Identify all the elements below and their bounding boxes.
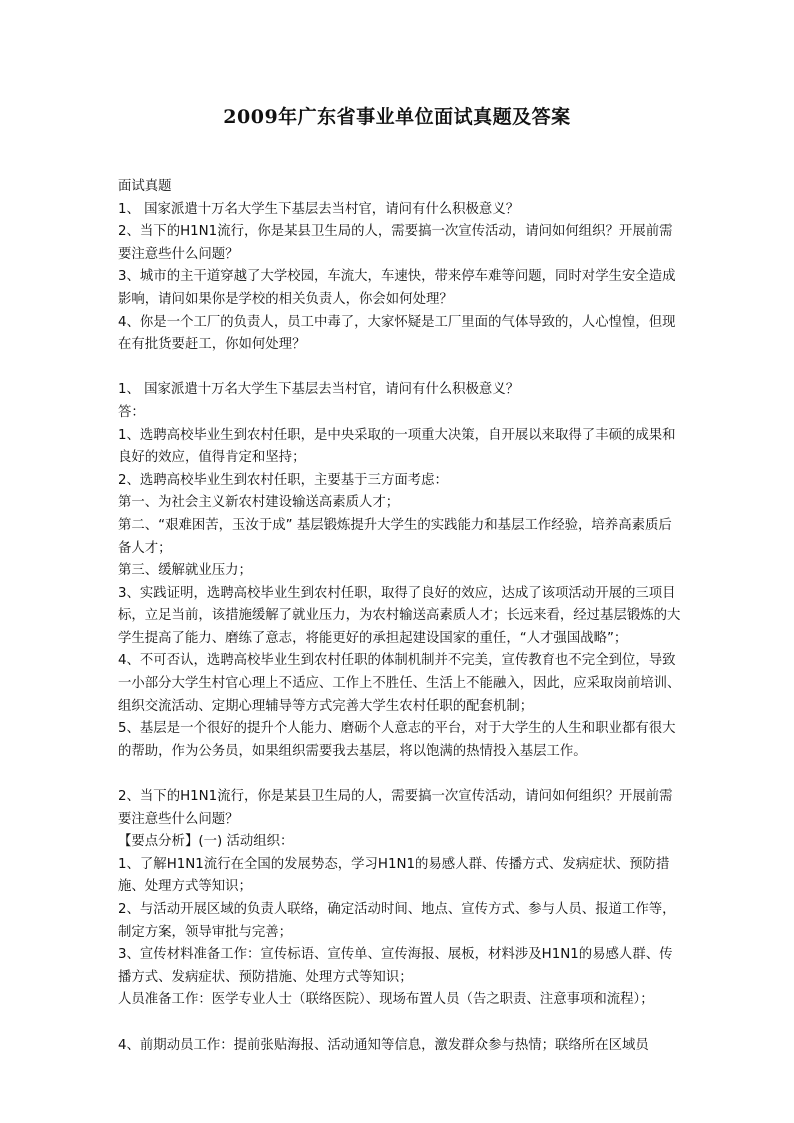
section-heading: 面试真题 <box>118 179 172 194</box>
answer-2-point-2: 2、与活动开展区域的负责人联络，确定活动时间、地点、宣传方式、参与人员、报道工作等，制定方案，领导审批与完善； <box>118 902 676 940</box>
question-1: 1、 国家派遣十万名大学生下基层去当村官，请问有什么积极意义？ <box>118 201 520 217</box>
answer-1-point-3: 3、实践证明，选聘高校毕业生到农村任职，取得了良好的效应，达成了该项活动开展的三项目标，立足当前，该措施缓解了就业压力，为农村输送高素质人才；长远来看，经过基层锻炼的大学生提高了能力、磨练了意志，将能更好的承担起建设国家的重任，“人才强国战略”； <box>118 585 681 646</box>
answer-2-point-1: 1、了解H1N1流行在全国的发展势态，学习H1N1的易感人群、传播方式、发病症状、预防措施、处理方式等知识； <box>118 856 670 895</box>
question-4: 4、你是一个工厂的负责人，员工中毒了，大家怀疑是工厂里面的气体导致的，人心惶惶，但现在有批货要赶工，你如何处理？ <box>118 314 676 353</box>
answer-2-point-4: 4、前期动员工作：提前张贴海报、活动通知等信息，激发群众参与热情；联络所在区域员 <box>118 1037 649 1053</box>
answer-1-point-1: 1、选聘高校毕业生到农村任职，是中央采取的一项重大决策，自开展以来取得了丰硕的成果和良好的效应，值得肯定和坚持； <box>118 427 676 466</box>
question-2: 2、当下的H1N1流行，你是某县卫生局的人，需要搞一次宣传活动，请问如何组织？开展前需要注意些什么问题？ <box>118 224 673 262</box>
blank-line <box>118 1012 684 1035</box>
document-title: 2009年广东省事业单位面试真题及答案 <box>223 106 571 128</box>
answer-1-point-2: 2、选聘高校毕业生到农村任职，主要基于三方面考虑： <box>118 472 448 488</box>
answer-1-point-2-first: 第一、为社会主义新农村建设输送高素质人才； <box>118 495 400 511</box>
answer-2-analysis-heading: 【要点分析】(一) 活动组织： <box>118 834 294 850</box>
answer-2-point-3: 3、宣传材料准备工作：宣传标语、宣传单、宣传海报、展板，材料涉及H1N1的易感人群、传播方式、发病症状、预防措施、处理方式等知识； <box>118 947 673 985</box>
document-body <box>118 176 684 1057</box>
answer-label: 答： <box>118 404 145 420</box>
answer-1-point-2-third: 第三、缓解就业压力； <box>118 563 252 579</box>
answer-1-point-2-second: 第二、“艰难困苦，玉汝于成” 基层锻炼提升大学生的实践能力和基层工作经验，培养高素质后备人才； <box>118 517 672 556</box>
blank-line <box>118 763 684 786</box>
blank-line <box>118 357 684 380</box>
question-3: 3、城市的主干道穿越了大学校园，车流大，车速快，带来停车难等问题，同时对学生安全造成影响，请问如果你是学校的相关负责人，你会如何处理？ <box>118 269 676 307</box>
answer-1-point-5: 5、基层是一个很好的提升个人能力、磨砺个人意志的平台，对于大学生的人生和职业都有很大的帮助，作为公务员，如果组织需要我去基层，将以饱满的热情投入基层工作。 <box>118 721 676 759</box>
answer-2-staff-prep: 人员准备工作：医学专业人士（联络医院）、现场布置人员（告之职责、注意事项和流程）； <box>118 992 654 1008</box>
answer-1-question: 1、 国家派遣十万名大学生下基层去当村官，请问有什么积极意义？ <box>118 382 520 398</box>
answer-2-question: 2、当下的H1N1流行，你是某县卫生局的人，需要搞一次宣传活动，请问如何组织？开展前需要注意些什么问题？ <box>118 789 673 827</box>
answer-1-point-4: 4、不可否认，选聘高校毕业生到农村任职的体制机制并不完美，宣传教育也不完全到位，导致一小部分大学生村官心理上不适应、工作上不胜任、生活上不能融入，因此，应采取岗前培训、组织交流活动、定期心理辅导等方式完善大学生农村任职的配套机制； <box>118 653 681 714</box>
